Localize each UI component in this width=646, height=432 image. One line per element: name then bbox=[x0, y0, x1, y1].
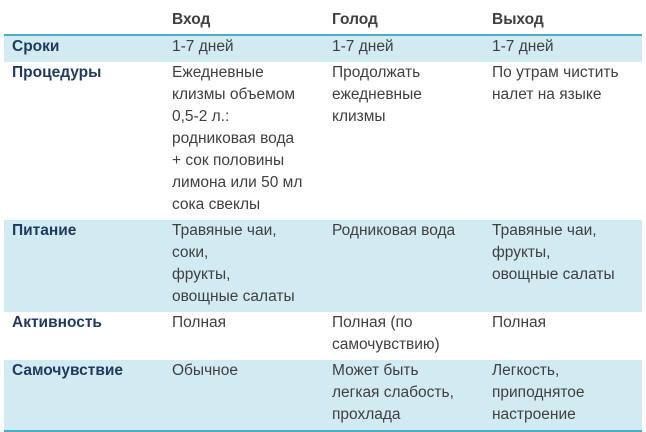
table-row-nutrition bbox=[4, 220, 642, 312]
table-cell: Травяные чаи, фрукты, овощные салаты bbox=[484, 220, 642, 312]
table-cell: Легкость, приподнятое настроение bbox=[484, 360, 642, 431]
row-label: Процедуры bbox=[12, 64, 102, 81]
header-corner bbox=[4, 6, 164, 35]
table-cell: Родниковая вода bbox=[324, 220, 484, 312]
header-fasting: Голод bbox=[324, 6, 484, 35]
table-cell: 1-7 дней bbox=[484, 35, 642, 62]
row-label: Питание bbox=[4, 220, 164, 312]
fasting-schedule-table bbox=[4, 6, 642, 432]
header-entry: Вход bbox=[164, 6, 324, 35]
row-label: Активность bbox=[12, 314, 102, 331]
header-row bbox=[4, 6, 642, 35]
table-cell: Обычное bbox=[164, 360, 324, 431]
table-row-procedures bbox=[4, 62, 642, 220]
row-label: Самочувствие bbox=[4, 360, 164, 431]
table-cell: По утрам чистить налет на языке bbox=[492, 64, 619, 103]
table-cell: Продолжать ежедневные клизмы bbox=[332, 64, 422, 125]
header-exit: Выход bbox=[484, 6, 642, 35]
table-row-duration bbox=[4, 35, 642, 62]
table-cell: Полная bbox=[172, 314, 227, 331]
table-header bbox=[4, 6, 642, 35]
table-cell: Полная bbox=[492, 314, 547, 331]
table-cell: Ежедневные клизмы объемом 0,5-2 л.: родниковая вода + сок половины лимона или 50 мл сока свеклы bbox=[172, 64, 303, 213]
table-row-wellbeing bbox=[4, 360, 642, 431]
table-cell: Может быть легкая слабость, прохлада bbox=[324, 360, 484, 431]
row-label: Сроки bbox=[4, 35, 164, 62]
table-cell: Травяные чаи, соки, фрукты, овощные салаты bbox=[164, 220, 324, 312]
table-cell: 1-7 дней bbox=[324, 35, 484, 62]
table-cell: 1-7 дней bbox=[164, 35, 324, 62]
table-body bbox=[4, 35, 642, 431]
table-row-activity bbox=[4, 312, 642, 360]
table-cell: Полная (по самочувствию) bbox=[332, 314, 440, 353]
